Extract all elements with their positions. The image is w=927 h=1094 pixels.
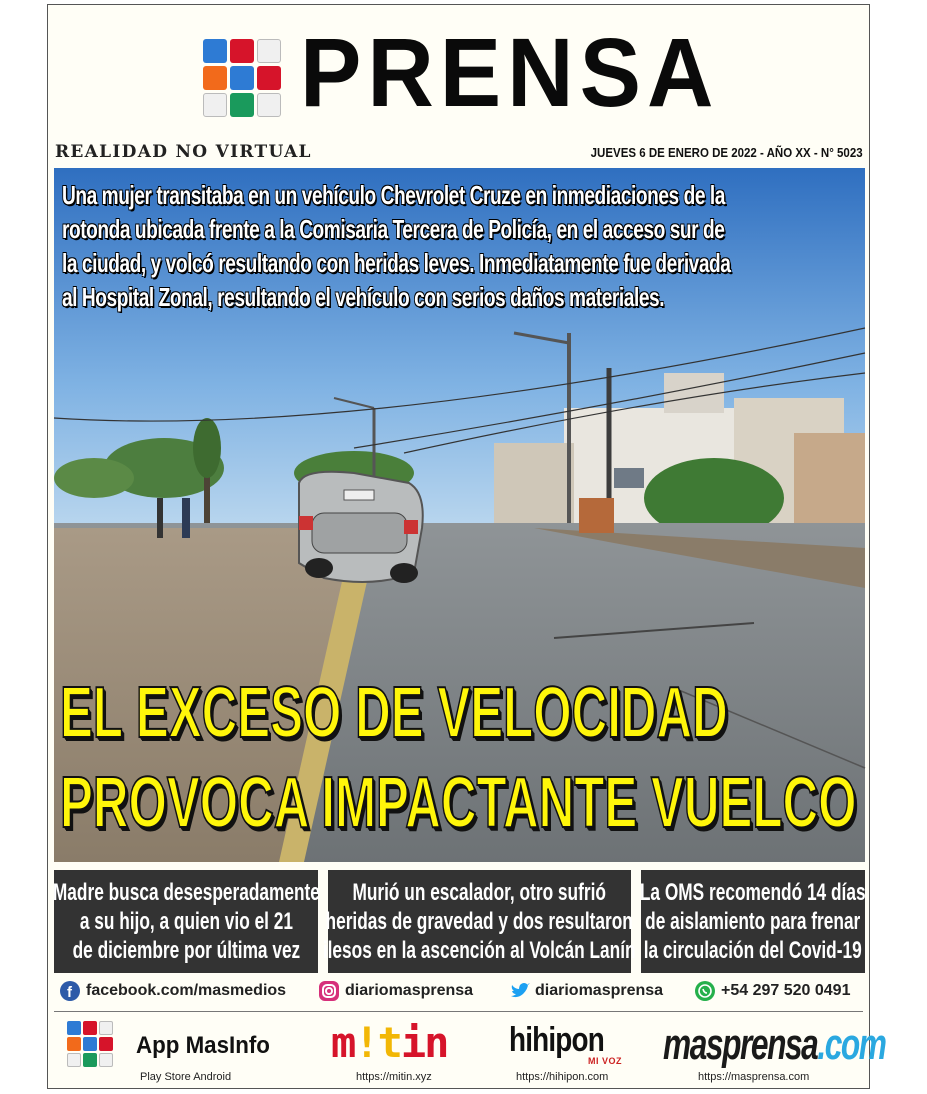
app-caption: Play Store Android bbox=[140, 1071, 232, 1083]
hihipon-url[interactable]: https://hihipon.com bbox=[516, 1071, 609, 1083]
social-facebook[interactable] bbox=[60, 981, 286, 1001]
lede-line: la ciudad, y volcó resultando con heridas leves. Inmediatamente fue derivada bbox=[62, 248, 731, 278]
lede-line: rotonda ubicada frente a la Comisaria Tercera de Policía, en el acceso sur de bbox=[62, 214, 725, 244]
facebook-icon bbox=[60, 981, 80, 1001]
lede-line: al Hospital Zonal, resultando el vehículo con serios daños materiales. bbox=[62, 282, 665, 312]
app-name[interactable]: App MasInfo bbox=[136, 1032, 270, 1059]
whatsapp-number: +54 297 520 0491 bbox=[721, 982, 851, 999]
masprensa-url[interactable]: https://masprensa.com bbox=[698, 1071, 810, 1083]
main-photo bbox=[54, 168, 865, 862]
news-box-oms[interactable] bbox=[641, 870, 865, 973]
prensa-logo-icon bbox=[203, 39, 282, 118]
lede-text bbox=[62, 178, 863, 314]
hihipon-tagline: MI VOZ bbox=[588, 1056, 622, 1066]
social-instagram[interactable] bbox=[319, 981, 473, 1001]
masthead-title: PRENSA bbox=[300, 18, 720, 128]
news-box-escalador[interactable] bbox=[323, 870, 636, 973]
mitin-logo-post: in bbox=[400, 1018, 448, 1067]
instagram-handle: diariomasprensa bbox=[345, 982, 474, 999]
instagram-icon bbox=[319, 981, 339, 1001]
mitin-logo[interactable] bbox=[331, 1018, 448, 1067]
headline-line: EL EXCESO DE VELOCIDAD bbox=[60, 673, 728, 753]
news-box-line: Murió un escalador, otro sufrió bbox=[352, 879, 607, 906]
overturned-car bbox=[299, 472, 423, 583]
news-box-line: heridas de gravedad y dos resultaron bbox=[325, 908, 634, 935]
front-page bbox=[47, 4, 886, 1089]
masprensa-logo-domain: .com bbox=[817, 1020, 886, 1069]
twitter-icon bbox=[509, 981, 529, 1001]
twitter-handle: diariomasprensa bbox=[535, 982, 664, 999]
whatsapp-icon bbox=[695, 981, 715, 1001]
news-box-line: Madre busca desesperadamente bbox=[52, 879, 320, 906]
news-box-line: a su hijo, a quien vio el 21 bbox=[79, 908, 293, 935]
social-twitter[interactable] bbox=[509, 981, 663, 1001]
svg-text:f: f bbox=[67, 984, 72, 1001]
dateline: JUEVES 6 DE ENERO DE 2022 - AÑO XX - N° 5023 bbox=[591, 146, 863, 160]
divider bbox=[54, 1011, 863, 1012]
mitin-logo-pre: m bbox=[331, 1018, 355, 1067]
masprensa-logo-name: masprensa bbox=[663, 1020, 818, 1069]
facebook-handle: facebook.com/masmedios bbox=[86, 982, 287, 999]
news-box-line: ilesos en la ascención al Volcán Lanín bbox=[323, 937, 636, 964]
lede-line: Una mujer transitaba en un vehículo Chevrolet Cruze en inmediaciones de la bbox=[62, 180, 725, 210]
news-box-line: de diciembre por última vez bbox=[72, 937, 300, 964]
masprensa-logo[interactable] bbox=[663, 1020, 886, 1069]
main-headline bbox=[60, 668, 868, 848]
news-box-line: la circulación del Covid-19 bbox=[643, 937, 862, 964]
masinfo-app-icon[interactable] bbox=[67, 1021, 114, 1068]
news-box-line: La OMS recomendó 14 días bbox=[640, 879, 866, 906]
social-whatsapp[interactable] bbox=[695, 981, 850, 1001]
slogan: REALIDAD NO VIRTUAL bbox=[55, 142, 312, 162]
mitin-url[interactable]: https://mitin.xyz bbox=[356, 1071, 432, 1083]
mitin-logo-mark: !t bbox=[354, 1018, 401, 1067]
hihipon-logo[interactable]: hihipon bbox=[509, 1021, 604, 1059]
news-box-line: de aislamiento para frenar bbox=[645, 908, 861, 935]
headline-line: PROVOCA IMPACTANTE VUELCO bbox=[60, 763, 857, 843]
